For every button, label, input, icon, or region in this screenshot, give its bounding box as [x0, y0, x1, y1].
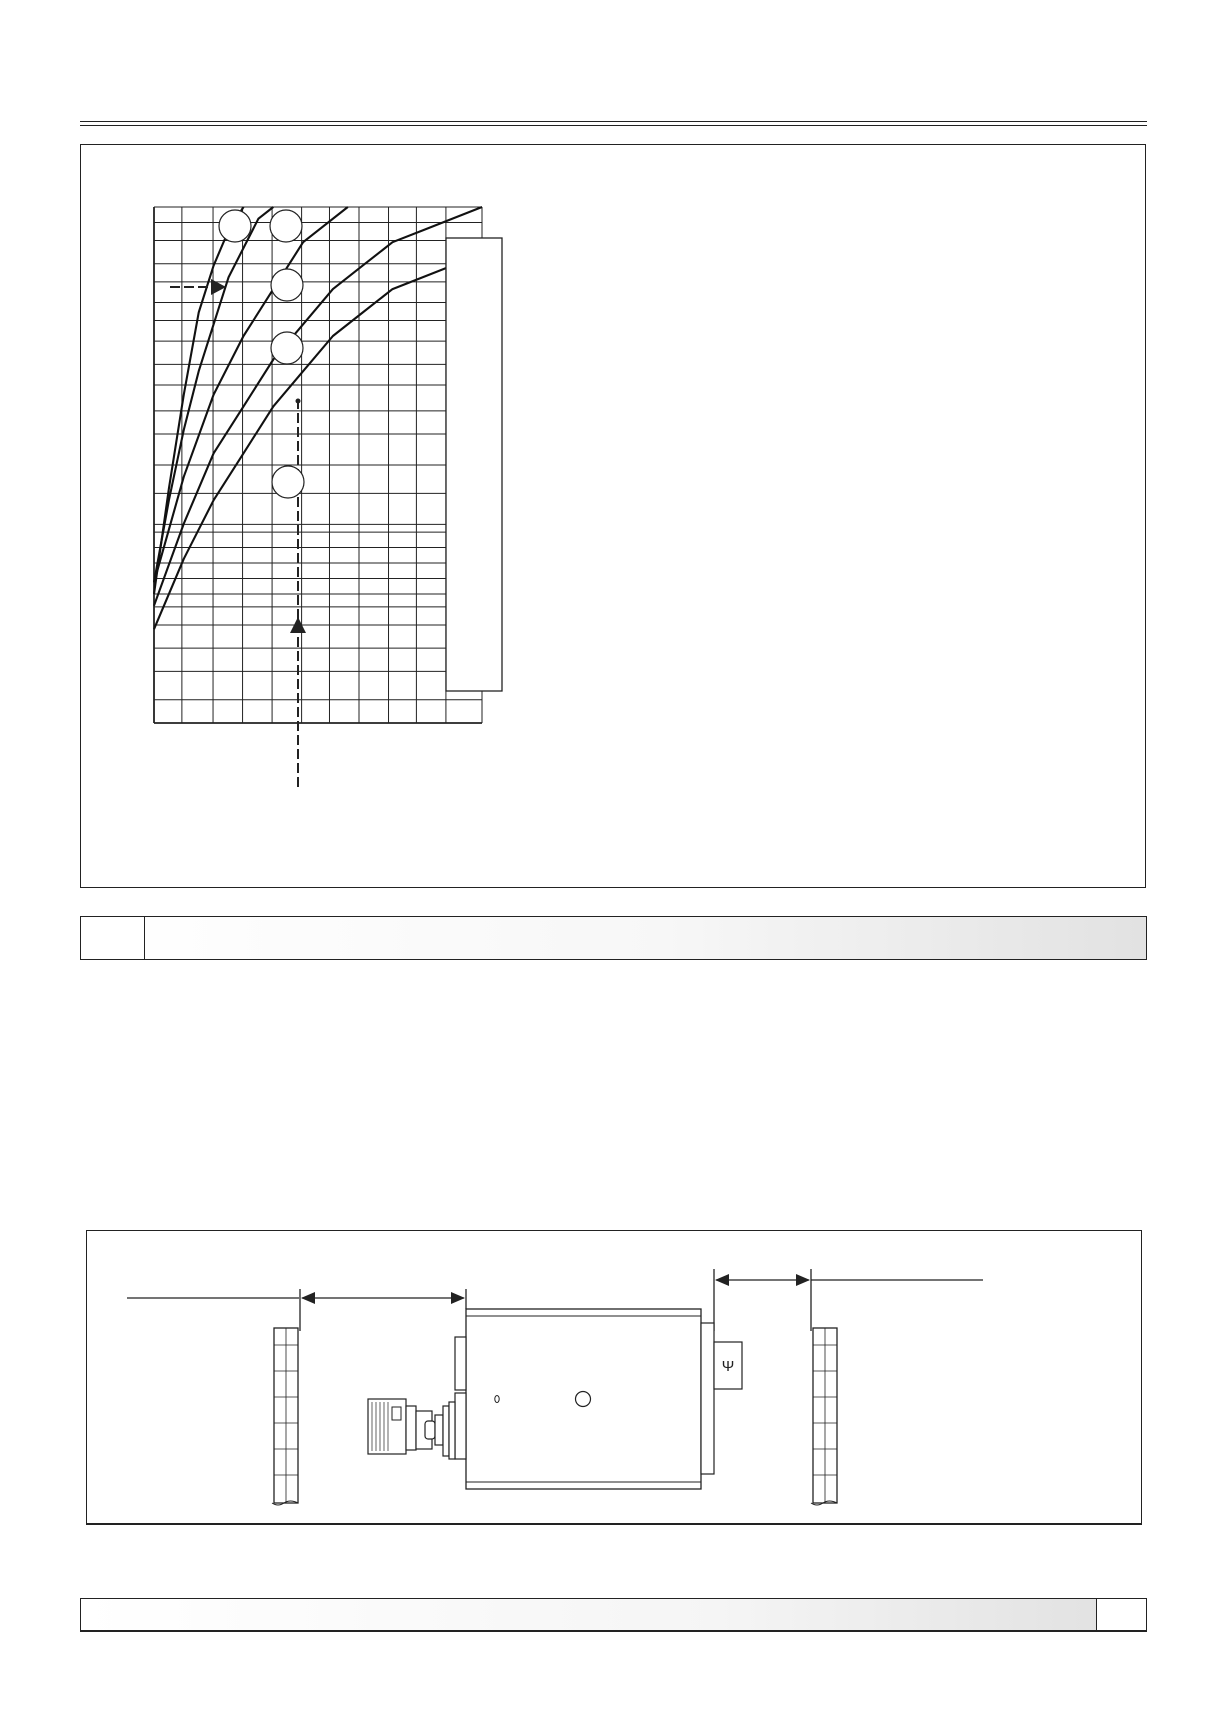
curve-marker-circle	[271, 332, 303, 364]
projector-indicator-large	[576, 1392, 591, 1407]
lens-assembly	[368, 1399, 455, 1459]
curve-marker-circle	[272, 466, 304, 498]
left-dimension-arrow-end	[451, 1292, 465, 1304]
installation-clearance-diagram	[87, 1231, 1140, 1522]
right-dimension-arrow-end	[796, 1274, 810, 1286]
chart-legend-box	[446, 238, 502, 691]
front-plate-upper	[455, 1337, 466, 1390]
curve-marker-circle	[219, 210, 251, 242]
installation-diagram-panel	[86, 1230, 1142, 1525]
curve-marker-circle	[271, 269, 303, 301]
section-heading-bar	[80, 916, 1147, 960]
section-number	[81, 917, 145, 959]
chart-panel	[80, 144, 1146, 888]
footer-bar	[80, 1598, 1147, 1632]
reading-intersection-dot	[296, 399, 301, 404]
left-dimension-arrow-start	[301, 1292, 315, 1304]
left-wall	[272, 1328, 298, 1505]
front-plate-lower	[455, 1393, 466, 1459]
right-wall	[811, 1328, 837, 1505]
chart-curve-curve-5	[154, 254, 482, 629]
rear-connector-symbol: Ψ	[721, 1358, 735, 1375]
rear-connector	[714, 1342, 742, 1389]
projector-body	[466, 1309, 714, 1489]
header-rule	[80, 121, 1147, 126]
lens-distance-chart	[81, 145, 1144, 886]
chart-curve-curve-4	[154, 207, 482, 606]
projector-indicator-small	[495, 1396, 499, 1403]
page-number-cell	[1096, 1599, 1146, 1630]
curve-marker-circle	[270, 210, 302, 242]
right-dimension-arrow-start	[715, 1274, 729, 1286]
